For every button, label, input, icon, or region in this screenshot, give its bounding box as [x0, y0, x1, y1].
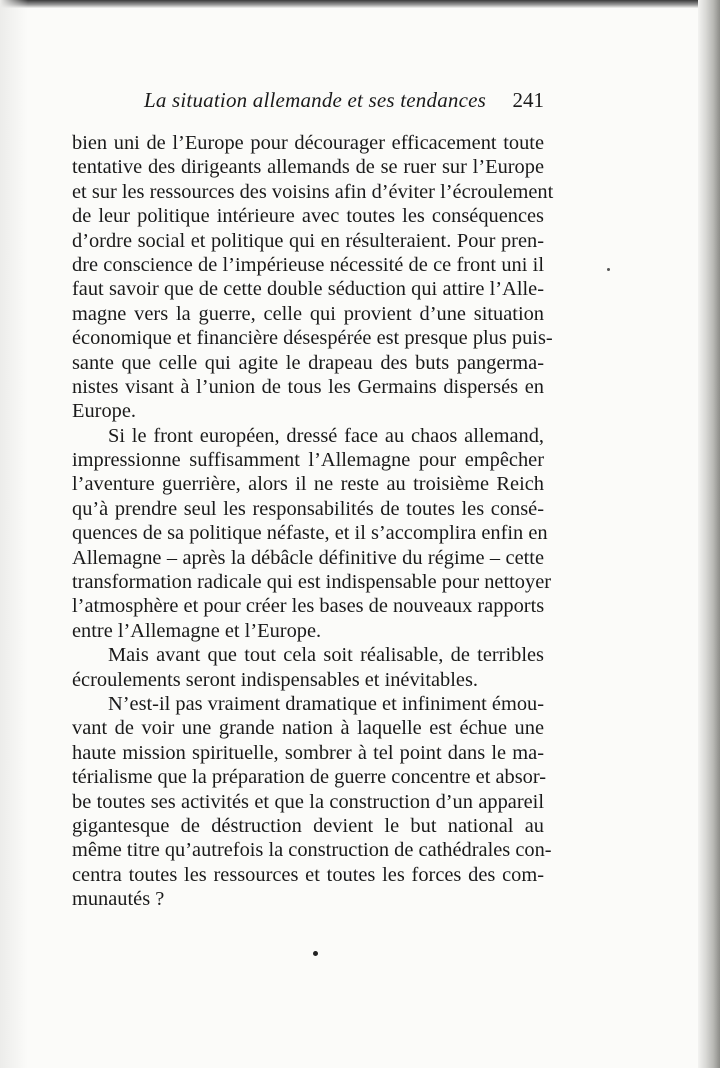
- text-line: d’ordre social et politique qui en résulteraient. Pour pren-: [72, 229, 544, 252]
- text-line: centra toutes les ressources et toutes les forces des com-: [72, 863, 544, 886]
- text-line: térialisme que la préparation de guerre concentre et absor-: [72, 766, 547, 789]
- text-line: Europe.: [72, 400, 136, 423]
- text-line: magne vers la guerre, celle qui provient d’une situation: [72, 302, 544, 325]
- page-header: [72, 88, 544, 118]
- text-line: nistes visant à l’union de tous les Germains dispersés en: [72, 375, 544, 398]
- body-text: [72, 131, 554, 912]
- text-line: haute mission spirituelle, sombrer à tel point dans le ma-: [72, 741, 544, 764]
- running-head: La situation allemande et ses tendances: [144, 88, 487, 112]
- book-right-edge: [698, 0, 720, 1068]
- text-line: sante que celle qui agite le drapeau des buts pangerma-: [72, 351, 544, 374]
- page-top-edge: [0, 0, 720, 8]
- end-ornament-dot: [313, 951, 318, 956]
- text-line: économique et financière désespérée est presque plus puis-: [72, 327, 553, 350]
- text-line: bien uni de l’Europe pour décourager efficacement toute: [72, 132, 544, 154]
- text-line: écroulements seront indispensables et inévitables.: [72, 668, 479, 691]
- paragraph: [72, 131, 554, 424]
- text-line: quences de sa politique néfaste, et il s’accomplira enfin en: [72, 522, 548, 545]
- text-line: dre conscience de l’impérieuse nécessité de ce front uni il: [72, 253, 544, 276]
- text-line: Allemagne – après la débâcle définitive du régime – cette: [72, 546, 544, 569]
- text-line: et sur les ressources des voisins afin d’éviter l’écroulement: [72, 180, 554, 203]
- text-line: de leur politique intérieure avec toutes les conséquences: [72, 205, 544, 228]
- text-line: be toutes ses activités et que la construction d’un appareil: [72, 790, 544, 813]
- text-line: Si le front européen, dressé face au chaos allemand,: [108, 424, 544, 447]
- ink-speck: [607, 268, 610, 271]
- paragraph: [72, 692, 552, 912]
- text-line: l’atmosphère et pour créer les bases de nouveaux rapports: [72, 595, 545, 618]
- text-line: N’est-il pas vraiment dramatique et infiniment émou-: [108, 692, 544, 715]
- paragraph: [72, 643, 544, 692]
- text-line: l’aventure guerrière, alors il ne reste au troisième Reich: [72, 473, 544, 496]
- text-line: transformation radicale qui est indispensable pour nettoyer: [72, 571, 552, 594]
- text-line: vant de voir une grande nation à laquelle est échue une: [72, 717, 544, 740]
- text-line: faut savoir que de cette double séduction qui attire l’Alle-: [72, 278, 544, 301]
- text-line: gigantesque de déstruction devient le but national au: [72, 814, 544, 837]
- paragraph: [72, 424, 552, 644]
- text-line: munautés ?: [72, 888, 165, 911]
- text-line: qu’à prendre seul les responsabilités de toutes les consé-: [72, 497, 544, 520]
- text-line: tentative des dirigeants allemands de se ruer sur l’Europe: [72, 156, 544, 179]
- text-line: impressionne suffisamment l’Allemagne pour empêcher: [72, 449, 544, 472]
- text-line: même titre qu’autrefois la construction de cathédrales con-: [72, 839, 552, 862]
- text-line: Mais avant que tout cela soit réalisable, de terribles: [108, 644, 544, 667]
- text-line: entre l’Allemagne et l’Europe.: [72, 619, 322, 642]
- page-number: 241: [512, 88, 544, 112]
- page-gutter-shade: [0, 0, 28, 1068]
